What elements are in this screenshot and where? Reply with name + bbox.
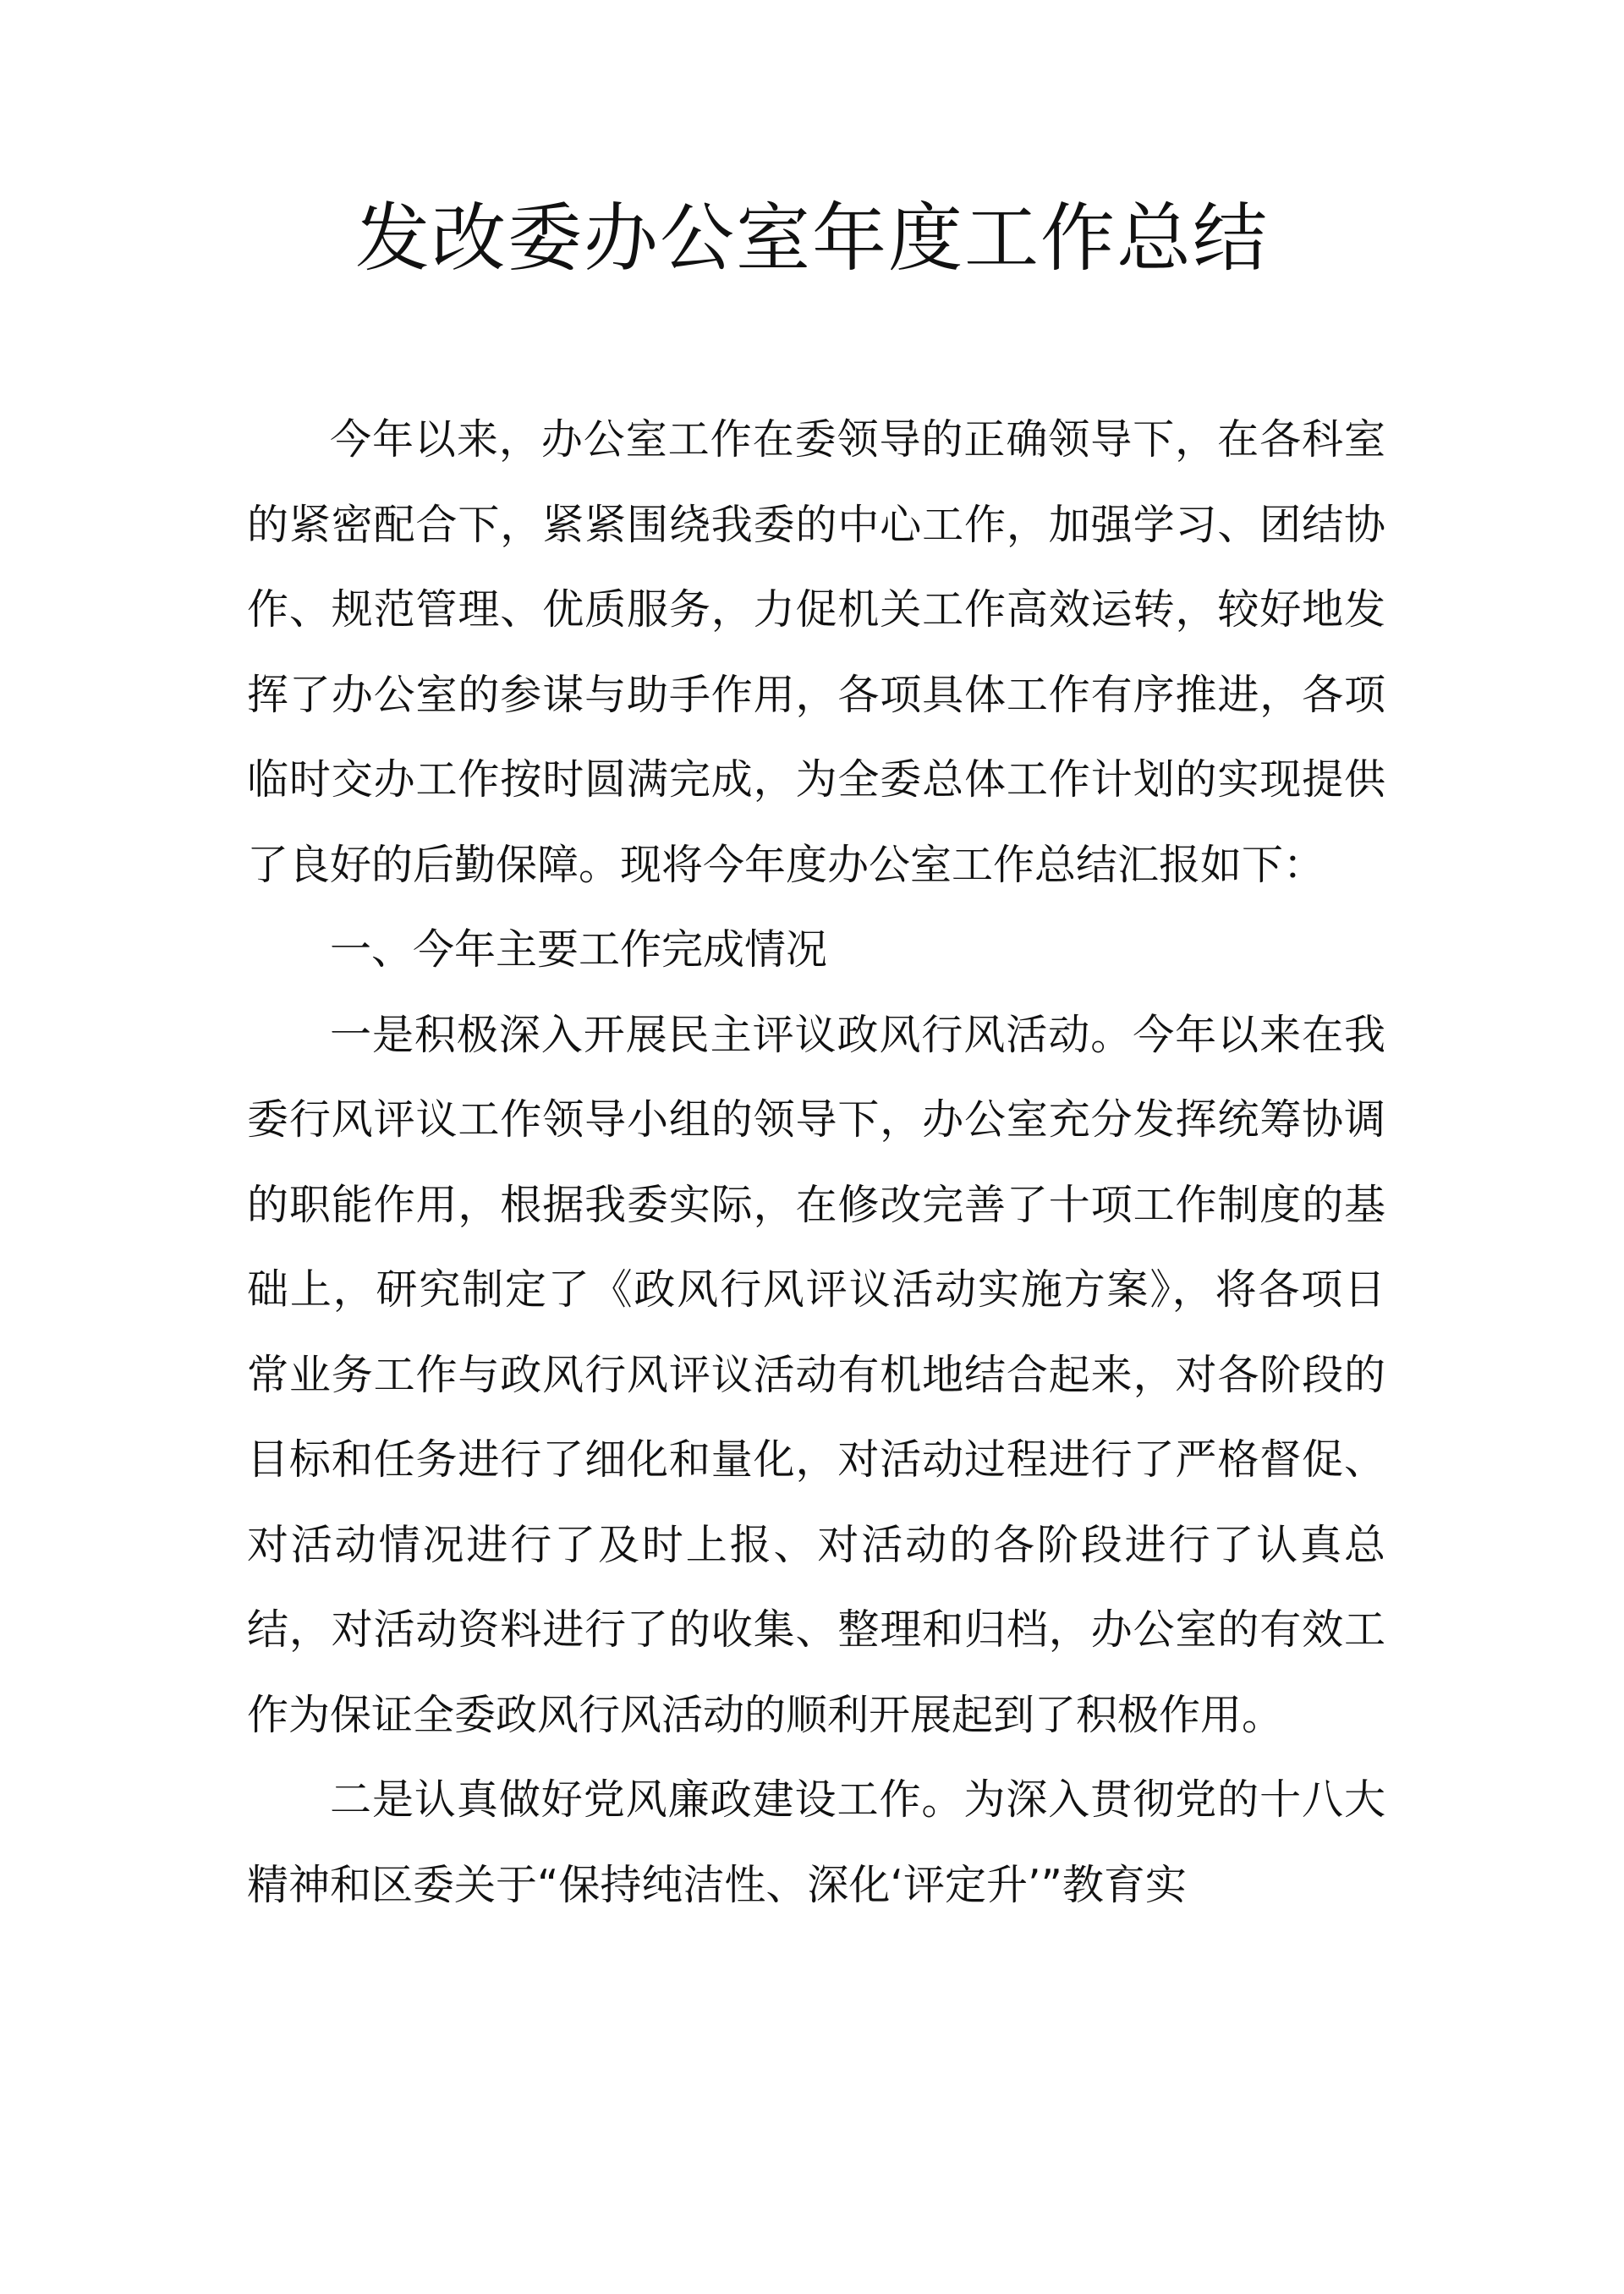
- paragraph-intro: 今年以来，办公室工作在委领导的正确领导下，在各科室的紧密配合下，紧紧围绕我委的中心工作，加强学习、团结协作、规范管理、优质服务，力促机关工作高效运转，较好地发挥了办公室的参谋与助手作用，各项具体工作有序推进，各项临时交办工作按时圆满完成，为全委总体工作计划的实现提供了良好的后勤保障。现将今年度办公室工作总结汇报如下：: [247, 415, 1385, 889]
- document-body: [247, 398, 1385, 1928]
- paragraph-item-2: 二是认真做好党风廉政建设工作。为深入贯彻党的十八大精神和区委关于“保持纯洁性、深化‘评定升’”教育实: [247, 1775, 1385, 1909]
- section-heading: 一、今年主要工作完成情况: [330, 925, 828, 974]
- document-title: 发改委办公室年度工作总结: [354, 195, 1269, 282]
- paragraph-item-1: 一是积极深入开展民主评议政风行风活动。今年以来在我委行风评议工作领导小组的领导下，办公室充分发挥统筹协调的职能作用，根据我委实际，在修改完善了十项工作制度的基础上，研究制定了《政风行风评议活动实施方案》，将各项日常业务工作与政风行风评议活动有机地结合起来，对各阶段的目标和任务进行了细化和量化，对活动过程进行了严格督促、对活动情况进行了及时上报、对活动的各阶段进行了认真总结，对活动资料进行了的收集、整理和归档，办公室的有效工作为保证全委政风行风活动的顺利开展起到了积极作用。: [247, 1010, 1385, 1739]
